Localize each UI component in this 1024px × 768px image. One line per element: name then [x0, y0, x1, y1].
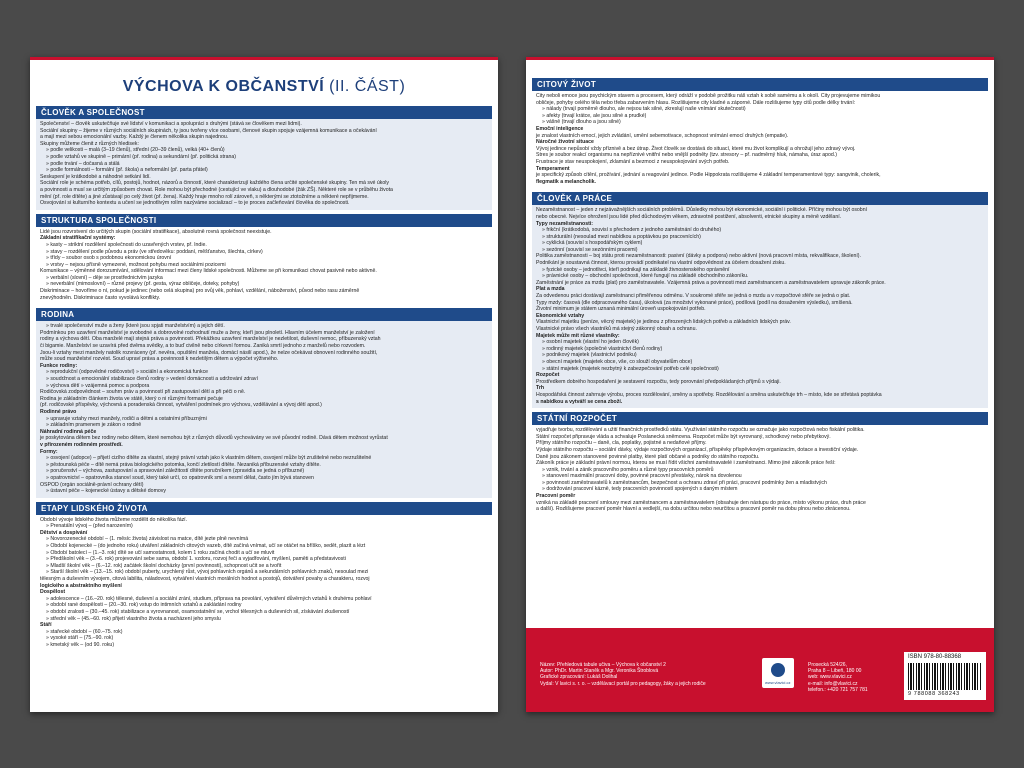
- text-line: mění (př. role dítěte) a jiné zůstávají po celý život (př. žena). Každý hraje mnoho rolí zároveň, s některými se ztotožníme a některé nepřijmeme.: [40, 193, 369, 200]
- text-line: Rodina je základním článkem života ve státě, který o ni různými formami pečuje: [40, 395, 223, 402]
- text-line: flegmatik a melancholik.: [536, 178, 596, 185]
- text-line: Funkce rodiny:: [40, 362, 78, 369]
- text-line: » stařecké období – (60.–75. rok): [46, 628, 123, 635]
- text-line: Rodičovská zodpovědnost – souhrn práv a povinností při zastupování dětí a při péči o ně.: [40, 389, 246, 396]
- text-line: Hospodářská činnost zahrnuje výrobu, proces rozdělování, směny a spotřeby. Rozdělování a směna uskutečňuje trh – místo, kde se střetává poptávka: [536, 391, 882, 398]
- title-sub: (II. ČÁST): [329, 78, 406, 95]
- footer-line: Grafické zpracování: Lukáš Dolihal: [540, 674, 618, 681]
- text-line: je specifický způsob cítění, prožívání, jednání a reagování jedince. Podle Hippokrata rozlišujeme 4 základní temperamentové typy: sangvinik, cholerik,: [536, 172, 881, 179]
- text-line: Podmínkou pro uzavření manželství je svobodné a dobrovolné rozhodnutí muže a ženy, kteří jsou plnoletí. Hlavním účelem manželství je založení: [40, 329, 375, 336]
- text-line: » fyzické osoby – jednotlivci, kteří podnikají na základě živnostenského oprávnění: [542, 266, 730, 273]
- text-line: » stavy – rozdělení podle původu a práv (ve středověku: poddaní, měšťanstvo, šlechta, církev): [46, 248, 263, 255]
- text-line: » období rané dospělosti – (20.–30. rok) vstup do intimních vztahů a zakládání rodiny: [46, 602, 242, 609]
- section-heading: ETAPY LIDSKÉHO ŽIVOTA: [36, 502, 492, 515]
- text-line: Lidé jsou rozvrstvení do určitých skupin (sociální stratifikace), absolutně rovná společnost neexistuje.: [40, 228, 272, 235]
- address-line: Praha 8 – Libeň, 180 00: [808, 668, 862, 675]
- text-line: je poskytována dětem bez rodiny nebo dětem, které nemohou být z různých důvodů vychovávány ve své původní rodině. Dává dětem možnost vyrůstat: [40, 435, 388, 442]
- text-line: » opatrovnictví – opatrovníka stanoví soud, který také určí, co opatrovník smí a nesmí dělat, často jím bývá stanoven: [46, 474, 314, 481]
- text-line: Státní rozpočet připravuje vláda a schvaluje Poslanecká sněmovna. Rozpočet může být vyrovnaný, schodkový nebo přebytkový.: [536, 433, 831, 440]
- section-heading: RODINA: [36, 308, 492, 321]
- text-line: Stáří: [40, 622, 52, 629]
- text-line: Sociální role je schéma potřeb, cílů, postojů, hodnot, názorů a činností, které charakterizují každého člena určité společenské skupiny. Ten má své úkoly: [40, 180, 389, 187]
- text-line: je znalost vlastních emocí, jejich zvládání, umění sebemotivace, schopnost vnímání emocí druhých (empatie).: [536, 132, 789, 139]
- text-line: Období vývoje lidského života můžeme rozdělit do několika fází.: [40, 516, 188, 523]
- section-left-3: [36, 502, 492, 652]
- text-line: » Předškolní věk – (3.–6. rok) projevování sebe sama, období 1. vzdoru, rozvoj řeči a vyjadřování, myšlení, paměti a představivosti: [46, 556, 346, 563]
- text-line: » pěstounská péče – dítě nemá práva biologického potomka, končí zletilostí dítěte. Nezaniká příbuzenské vztahy dítěte.: [46, 461, 321, 468]
- text-line: Vlastnictví majetku (peníze, věcný majetek) je jedinou z přirozených lidských potřeb a základních lidských práv.: [536, 319, 791, 326]
- text-line: Plat a mzda: [536, 286, 565, 293]
- text-line: » vrstvy – nejsou přísně vymezené, možnost pohybu mezi sociálními pozicemi: [46, 261, 226, 268]
- text-line: Frustrace je stav neuspokojení, zklamání a bezmoci z neuspokojování svých potřeb.: [536, 158, 730, 165]
- text-line: Stres je soubor reakcí organismu na nepříznivé vnitřní nebo vnější podněty (tzv. stresory – př. nadměrný hluk, námaha, úraz apod.): [536, 152, 837, 159]
- section-right-2: [532, 412, 988, 516]
- text-line: » právnické osoby – obchodní společnosti, které fungují na základě obchodního zákoníku.: [542, 273, 749, 280]
- text-line: » adolescence – (16.–20. rok) tělesné, duševní a sociální zrání, studium, přípravа na povolání, vytváření důvěrných vztahů k druhému pohlaví: [46, 595, 372, 602]
- text-line: » podnikový majetek (vlastnictví podniku): [542, 352, 637, 359]
- text-line: Prostředkem dobrého hospodaření je sestavení rozpočtu, tedy porovnání předpokládaných příjmů s výdaji.: [536, 378, 781, 385]
- section-body: [532, 205, 988, 408]
- text-line: Temperament: [536, 165, 570, 172]
- text-line: Daně jsou zákonem stanovené povinné platby, které platí občané a podniky do státního rozpočtu.: [536, 453, 760, 460]
- section-body: [36, 515, 492, 652]
- text-line: a další). Rozlišujeme pracovní poměr hlavní a vedlejší, na dobu určitou nebo neurčitou a pracovní poměr na dobu plnou nebo zkrácenou.: [536, 506, 851, 513]
- title-main: VÝCHOVA K OBČANSTVÍ: [122, 78, 325, 95]
- text-line: » verbální (slovní) – děje se prostřednictvím jazyka: [46, 274, 163, 281]
- right-sections: [526, 78, 994, 516]
- text-line: vyjadřuje tvorbu, rozdělování a užití finančních prostředků státu. Využívání státního rozpočtu se označuje jako rozpočtová nebo fiskální politika.: [536, 427, 865, 434]
- text-line: Životní minimum je státem uznaná minimální úroveň uspokojování potřeb.: [536, 306, 706, 313]
- text-line: Rozpočet: [536, 372, 560, 379]
- text-line: Za odvedenou práci dostávají zaměstnanci přiměřenou odměnu. V soukromé sféře se jedná o mzdu a v rozpočtové sféře se jedná o plat.: [536, 293, 851, 300]
- text-line: Formy:: [40, 448, 58, 455]
- text-line: » podle vztahů ve skupině – primární (př. rodina) a sekundární (př. politická strana): [46, 153, 237, 160]
- text-line: » Prenatální vývoj – (před narozením): [46, 523, 133, 530]
- section-left-2: [36, 308, 492, 497]
- text-line: » státní majetek (majetek nezbytný k zabezpečování potřeb celé společnosti): [542, 365, 719, 372]
- text-line: » povinnosti zaměstnavatelů k zaměstnancům, bezpečnost a ochranu zdraví při práci, pracovní podmínky žen a mladistvých: [542, 479, 827, 486]
- text-line: » afekty (trvají krátce, ale jsou silné a prudké): [542, 112, 647, 119]
- section-heading: ČLOVĚK A SPOLEČNOST: [36, 106, 492, 119]
- text-line: Seskupení je krátkodobé a náhodné setkání lidí.: [40, 173, 151, 180]
- section-heading: STRUKTURA SPOLEČNOSTI: [36, 214, 492, 227]
- section-body: [532, 425, 988, 516]
- text-line: » Období kojenecké – (do jednoho roku) utváření základních citových vazeb, dítě začíná vnímat, učí se otáčet na bříško, sedět, plazit a lézt: [46, 543, 366, 550]
- text-line: » osobní majetek (vlastní ho jeden člověk): [542, 339, 639, 346]
- text-line: » rodinný majetek (společné vlastnictví členů rodiny): [542, 345, 663, 352]
- text-line: Politika zaměstnanosti – boj státu proti nezaměstnanosti: pasivní (dávky a podpora) nebo aktivní (nová pracovní místa, rekvalifikace, školení).: [536, 253, 861, 260]
- footer-credits: [540, 662, 760, 687]
- text-line: » obecní majetek (majetek obce, vše, co slouží obyvatelům obce): [542, 358, 693, 365]
- text-line: » podle trvání – dočasná a stálá: [46, 160, 120, 167]
- text-line: Komunikace – výměnné dorozumívání, sdělování informací mezi členy lidské společnosti. Můžeme se při komunikaci chovat pasivně nebo aktivně.: [40, 268, 377, 275]
- text-line: Náročné životní situace: [536, 139, 594, 146]
- text-line: Společenství – člověk uskutečňuje své lidství v komunikaci a spolupráci s druhými (stává se člověkem mezi lidmi).: [40, 121, 302, 127]
- section-body: [36, 119, 492, 210]
- text-line: logického a abstraktního myšlení: [40, 582, 122, 589]
- text-line: » osvojení (adopce) – přijetí cizího dítěte za vlastní, stejný právní vztah jako k vlastním dětem, osvojení může být zrušitelné nebo nezrušitelné: [46, 455, 372, 462]
- text-line: » neverbální (mimoslovní) – různé projevy (př. gesta, výraz obličeje, doteky, pohyby): [46, 281, 240, 288]
- text-line: » dodržování pracovní kázně, tedy pracovních povinností spojených s daným místem: [542, 486, 738, 493]
- footer-line: Název: Přehledová tabule učiva – Výchova k občanství 2: [540, 662, 666, 668]
- text-line: » frikční (krátkodobá, souvisí s přechodem z jednoho zaměstnání do druhého): [542, 227, 722, 234]
- text-line: » Starší školní věk – (13.–15. rok) období puberty, urychlený růst, vývoj pohlavních orgánů a sekundárních pohlavních znaků, nesoulad mezi: [46, 569, 369, 576]
- text-line: Vlastnické právo všech vlastníků má stejný zákonný obsah a ochranu.: [536, 326, 697, 332]
- address-line: web: www.vlavici.cz: [808, 674, 852, 681]
- text-line: (př. rodičovské příspěvky, výchovná a poradenská činnost, vytváření podmínek pro výchovu, vzdělávání a vývoj dětí apod.): [40, 402, 322, 409]
- text-line: Typy mzdy: časová (dle odpracovaného času), úkolová (za množství vykonané práce), podílová (podíl na dosaženém výsledku), smíšená.: [536, 299, 853, 306]
- text-line: Vývoj jedince nepůsobí vždy příznivě a bez útrap. Život člověk se dostává do situací, které mu život komplikují a ohrožují jeho zdravý vývoj.: [536, 145, 856, 152]
- text-line: » cyklická (souvisí s hospodářským cyklem): [542, 240, 643, 247]
- text-line: » třídy – soubor osob s podobnou ekonomickou úrovní: [46, 255, 172, 262]
- text-line: » Období batolecí – (1.–3. rok) dítě se učí samostatnosti, kolem 1 roku začíná chodit a učí se mluvit: [46, 549, 275, 556]
- text-line: Majetek může mít různé vlastníky:: [536, 332, 620, 339]
- publisher-logo: [762, 658, 794, 688]
- left-sheet: [30, 57, 498, 712]
- text-line: obličeje, pohyby celého těla nebo třeba zabarvením hlasu. Rozlišujeme city kladné a záporné. Dále rozlišujeme typy citů podle délky trvání:: [536, 99, 856, 106]
- text-line: » stanovení maximální pracovní doby, povinné pracovní přestávky, nárok na dovolenou: [542, 473, 742, 480]
- text-line: » nálady (trvají poměrně dlouho, ale nejsou tak silné, zkreslují naše vnímání skutečnosti): [542, 106, 746, 113]
- text-line: Rodinné právo: [40, 408, 77, 415]
- barcode-number: 9 788088 368243: [908, 691, 960, 697]
- footer-line: Vydal: V lavici s. r. o. – vzdělávací portál pro pedagogy, žáky a jejich rodiče: [540, 680, 706, 687]
- text-line: » ústavní péče – kojenecké ústavy a dětské domovy: [46, 488, 166, 495]
- text-line: » základním pramenem je zákon o rodině: [46, 422, 142, 429]
- text-line: a mají mezi sebou emocionální vazby. Každý je členem několika skupin najednou.: [40, 134, 229, 141]
- text-line: Základní stratifikační systémy:: [40, 235, 116, 242]
- barcode-bars: [908, 663, 982, 690]
- text-line: » vysoké stáří – (75.–90. rok): [46, 635, 114, 642]
- text-line: Diskriminace – hovoříme o ní, pokud je jedinec (nebo celá skupina) pro svůj věk, pohlaví, vzdělání, náboženství, původ nebo rasu záměrně: [40, 288, 360, 295]
- text-line: Výdaje státního rozpočtu – sociální dávky, výdaje rozpočtových organizací, příspěvky příspěvkovým organizacím, dotace a investiční výdaje.: [536, 446, 859, 453]
- text-line: » upravuje vztahy mezi manžely, rodiči a dětmi a ostatními příbuznými: [46, 415, 207, 422]
- text-line: vzniká na základě pracovní smlouvy mezi zaměstnancem a zaměstnavatelem (obsahuje den nástupu do práce, místo výkonu práce, druh práce: [536, 499, 866, 506]
- section-body: [36, 227, 492, 305]
- text-line: Osvojování si kulturního kontextu a učení se jednotlivým rolím nazýváme socializací – to je proces začleňování člověka do společnosti.: [40, 200, 350, 207]
- text-line: s nabídkou a vytváří se cena zboží.: [536, 398, 623, 405]
- section-left-1: [36, 214, 492, 305]
- isbn: ISBN 978-80-88368: [908, 654, 962, 660]
- address-line: Prosecká 524/26,: [808, 662, 847, 668]
- text-line: » kasty – striktní rozdělení společnosti do uzavřených vrstev, př. Indie.: [46, 241, 207, 248]
- text-line: Dětství a dospívání: [40, 529, 88, 536]
- section-right-0: [532, 78, 988, 188]
- text-line: Náhradní rodinná péče: [40, 428, 97, 435]
- text-line: » podle formálnosti – formální (př. škola) a neformální (př. parta přátel): [46, 167, 208, 174]
- address-line: e-mail: info@vlavici.cz: [808, 680, 858, 687]
- section-heading: ČLOVĚK A PRÁCE: [532, 192, 988, 205]
- address-line: telefon.: +420 721 757 781: [808, 686, 868, 693]
- logo-text: www.vlavici.cz: [765, 680, 791, 685]
- footer: [526, 628, 994, 712]
- section-left-0: [36, 106, 492, 210]
- left-sections: [30, 106, 498, 652]
- text-line: Příjmy státního rozpočtu – daně, cla, poplatky, pojistné a nedaňové příjmy.: [536, 440, 707, 447]
- text-line: » Mladší školní věk – (6.–12. rok) začátek školní docházky (první povinnosti), schopnost učit se a tvořit: [46, 562, 282, 569]
- text-line: tělesným a duševním vývojem, citová labilita, náladovost, vytváření vlastních morálních hodnot a postojů, dotváření povahy a charakteru, rozvoj: [40, 576, 370, 583]
- text-line: » kmetský věk – (od 90. roku): [46, 641, 115, 648]
- section-heading: CITOVÝ ŽIVOT: [532, 78, 988, 91]
- text-line: » období zralosti – (30.–45. rok) stabilizace a vyrovnanost, osamostatnění se, vrchol tělesných a duševních sil, získávání zkušeností: [46, 609, 350, 615]
- text-line: » trvalé společenství muže a ženy (které jsou spjati manželstvím) a jejich dětí.: [46, 323, 225, 330]
- right-sheet: [526, 57, 994, 712]
- text-line: může soud manželství rozvést. Soud upraví práva a povinnosti k nezletilým dětem a výpočet výživného.: [40, 356, 279, 363]
- text-line: » výchova dětí » vzájemná pomoc a podpora: [46, 382, 150, 389]
- section-body: [532, 91, 988, 188]
- text-line: Dospělost: [40, 589, 66, 596]
- text-line: Skupiny můžeme členit z různých hledisek:: [40, 140, 139, 147]
- text-line: v přirozeném rodinném prostředí.: [40, 441, 123, 448]
- text-line: » podle velikosti – malá (3–19 členů), střední (20–39 členů), velká (40+ členů): [46, 147, 225, 154]
- footer-line: Autor: PhDr. Martin Staněk a Mgr. Veronika Štroblová: [540, 668, 659, 675]
- section-body: [36, 321, 492, 497]
- text-line: » střední věk – (45.–60. rok) přijetí vlastního života a nacházení jeho smyslu: [46, 615, 221, 622]
- text-line: City neboli emoce jsou psychickým stavem a procesem, který odráží v podobě prožitku náš vztah k sobě samému a k okolí. City projevujeme mimikou: [536, 93, 881, 99]
- text-line: Podnikání je soustavná činnost, kterou provádí podnikatel na vlastní odpovědnost za účelem dosažení zisku.: [536, 260, 786, 267]
- text-line: rodiny a výchova dětí. Oba manželé mají stejná práva a povinnosti. Překážkou uzavření manželství je nezletilost, duševní nemoc, příbuzenský vztah: [40, 336, 381, 343]
- text-line: či bigamie. Manželství se uzavírá před dvěma svědky, a to buď civilně nebo církevní formou. Zaniká smrtí jednoho z manželů nebo rozvodem.: [40, 343, 366, 350]
- text-line: » sezónní (souvisí se sezónními pracemi): [542, 246, 638, 253]
- text-line: nebo obecné. Nejvíce ohrožení jsou lidé před důchodovým věkem, zdravotně postižení, absolventi, etnické skupiny a méně vzdělaní.: [536, 213, 842, 220]
- text-line: Sociální skupiny – žijeme v různých sociálních skupinách, ty jsou tvořeny více osobami, členové skupin spojuje vzájemná komunikace a očekávání: [40, 127, 377, 134]
- text-line: Trh: [536, 385, 545, 392]
- text-line: Zaměstnání je práce za mzdu (plat) pro zaměstnavatele. Vzájemná práva a povinnosti mezi zaměstnancem a zaměstnavatelem upravuje zákoník práce.: [536, 279, 886, 286]
- text-line: Jsou-li vztahy mezi manžely natolik rozvráceny (př. nevěra, opuštění manžela, domácí násilí apod.), že nelze očekávat obnovení rodinného soužití,: [40, 349, 378, 356]
- text-line: » reprodukční (odpovědné rodičovství) » sociální a ekonomická funkce: [46, 369, 209, 376]
- section-right-1: [532, 192, 988, 408]
- text-line: a povinnosti a musí se určitým způsobem chovat. Role mohou být přechodné (cestující ve vlaku) a dlouhodobé (žák ZŠ). Některé role se v průběhu života: [40, 186, 393, 193]
- text-line: Ekonomické vztahy: [536, 312, 585, 319]
- text-line: » vznik, trvání a zánik pracovního poměru a různé typy pracovních poměrů: [542, 466, 714, 473]
- section-heading: STÁTNÍ ROZPOČET: [532, 412, 988, 425]
- text-line: znevýhodněn. Diskriminace často vyvolává konflikty.: [40, 294, 161, 301]
- text-line: » soudržnost a emocionální stabilizace členů rodiny » vedení domácnosti a udržování zdraví: [46, 376, 258, 382]
- footer-address: [808, 662, 898, 693]
- text-line: » Novorozenecké období – (1. měsíc života) závislost na matce, dítě jezte plně nevnímá: [46, 536, 249, 543]
- text-line: Typy nezaměstnanosti:: [536, 220, 593, 227]
- text-line: » poručenství – výchova, zastupování a spravování záležitostí dítěte poručníkem (zpravidla se jedná o příbuzné): [46, 468, 305, 475]
- barcode: [904, 652, 986, 700]
- text-line: » strukturální (nesoulad mezi nabídkou a poptávkou po pracovnících): [542, 233, 701, 240]
- page-title: [30, 78, 498, 96]
- text-line: » vášně (trvají dlouho a jsou silné): [542, 119, 621, 126]
- text-line: OSPOD (orgán sociálně-právní ochrany dětí): [40, 481, 144, 488]
- text-line: Nezaměstnanost – jeden z nejzávažnějších sociálních problémů. Důsledky mohou být ekonomické, sociální i politické. Příčiny mohou být osobní: [536, 207, 868, 214]
- text-line: Emoční inteligence: [536, 125, 584, 132]
- text-line: Pracovní poměr: [536, 493, 576, 500]
- text-line: Zákoník práce je základní právní normou, kterou se musí řídit všichni zaměstnavatelé i zaměstnanci. Mimo jiné zákoník práce řeší:: [536, 460, 836, 467]
- logo-icon: [771, 663, 785, 677]
